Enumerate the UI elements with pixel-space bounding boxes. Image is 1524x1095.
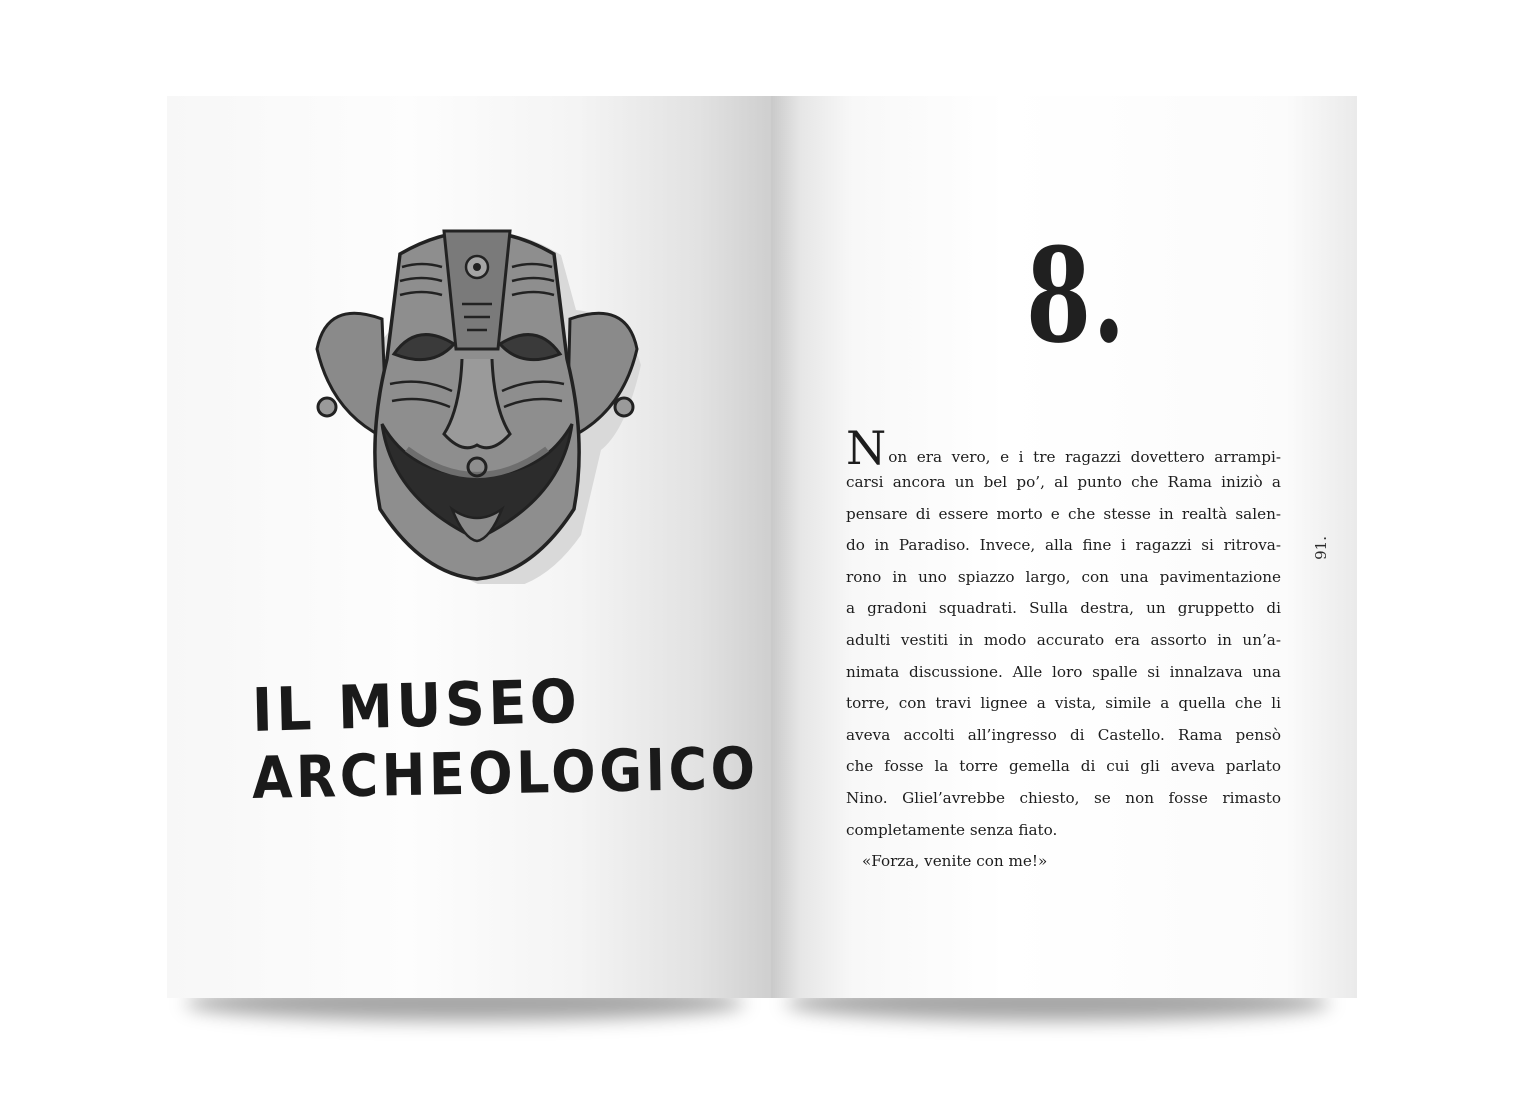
text-line: pensare di essere morto e che stesse in realtà salen- xyxy=(846,504,1281,523)
right-page xyxy=(771,96,1357,998)
chapter-number: 8. xyxy=(1026,219,1127,372)
drop-cap: N xyxy=(846,421,887,475)
text-line: a gradoni squadrati. Sulla destra, un gruppetto di xyxy=(846,599,1281,618)
text-line: nimata discussione. Alle loro spalle si innalzava una xyxy=(846,662,1281,681)
text-line: che fosse la torre gemella di cui gli aveva parlato xyxy=(846,757,1281,776)
text-line: aveva accolti all’ingresso di Castello. Rama pensò xyxy=(846,725,1281,744)
page-number: 91. xyxy=(1312,536,1330,560)
chapter-body-text xyxy=(846,421,1281,878)
text-line: carsi ancora un bel po’, al punto che Rama iniziò a xyxy=(846,473,1281,491)
text-line: Nino. Gliel’avrebbe chiesto, se non fosse rimasto xyxy=(846,788,1281,807)
chapter-title-line2: ARCHEOLOGICO xyxy=(251,734,760,812)
chapter-title xyxy=(251,666,760,812)
text-line: adulti vestiti in modo accurato era assorto in un’a- xyxy=(846,630,1281,649)
text-line xyxy=(846,421,1281,475)
text-line: completamente senza fiato. xyxy=(846,820,1058,839)
text-line: do in Paradiso. Invece, alla fine i ragazzi si ritrova- xyxy=(846,536,1281,555)
left-page xyxy=(167,96,771,998)
text-line: torre, con travi lignee a vista, simile a quella che li xyxy=(846,694,1281,713)
chapter-title-line1: IL MUSEO xyxy=(251,666,582,746)
dialogue-line: «Forza, venite con me!» xyxy=(862,852,1048,871)
carved-mask-icon xyxy=(312,209,642,584)
text-line-content: on era vero, e i tre ragazzi dovettero arrampi- xyxy=(888,448,1281,466)
text-line: rono in uno spiazzo largo, con una pavimentazione xyxy=(846,567,1281,586)
